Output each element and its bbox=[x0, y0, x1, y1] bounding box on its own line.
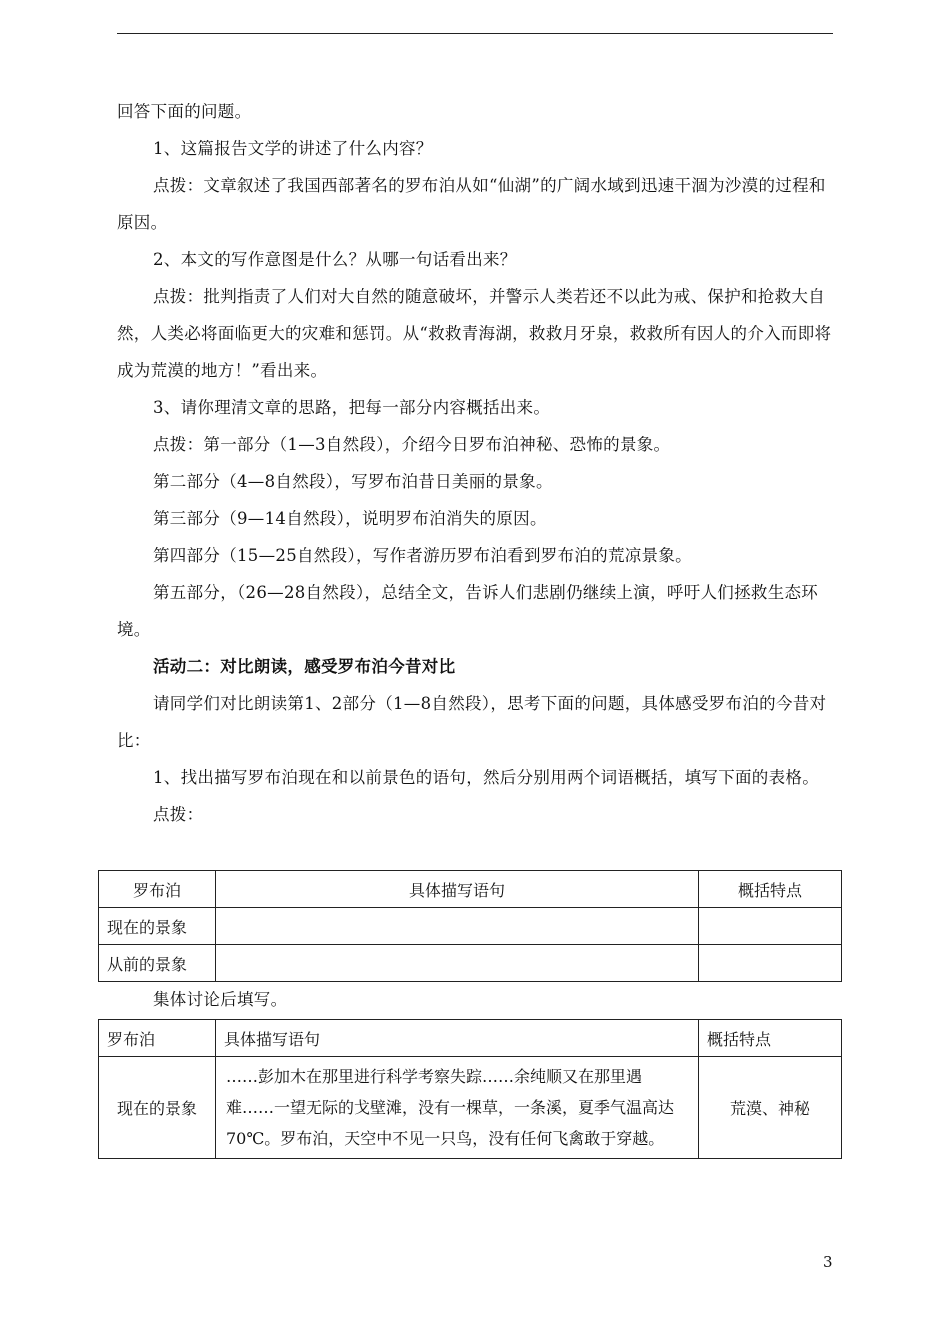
table-header-cell: 罗布泊 bbox=[99, 871, 216, 908]
header-rule bbox=[117, 33, 833, 34]
table-header-row bbox=[99, 1020, 842, 1057]
table-header-cell: 概括特点 bbox=[699, 1020, 842, 1057]
paragraph: 1、找出描写罗布泊现在和以前景色的语句，然后分别用两个词语概括，填写下面的表格。 bbox=[153, 768, 819, 787]
paragraph: 点拨： bbox=[153, 805, 204, 824]
table-header-cell: 具体描写语句 bbox=[216, 871, 699, 908]
table-row bbox=[99, 1057, 842, 1159]
after-table-note: 集体讨论后填写。 bbox=[153, 990, 288, 1009]
table-cell: 现在的景象 bbox=[99, 1057, 216, 1159]
paragraph: 第四部分（15—25自然段），写作者游历罗布泊看到罗布泊的荒凉景象。 bbox=[153, 546, 692, 565]
paragraph: 点拨：第一部分（1—3自然段），介绍今日罗布泊神秘、恐怖的景象。 bbox=[153, 435, 671, 454]
table-cell bbox=[699, 945, 842, 982]
table-header-cell: 罗布泊 bbox=[99, 1020, 216, 1057]
table-row bbox=[99, 945, 842, 982]
table-cell bbox=[216, 908, 699, 945]
section-heading: 活动二：对比朗读，感受罗布泊今昔对比 bbox=[153, 657, 456, 676]
table-cell bbox=[216, 945, 699, 982]
paragraph: 第五部分，（26—28自然段），总结全文，告诉人们悲剧仍继续上演，呼吁人们拯救生态环境。 bbox=[117, 583, 819, 639]
paragraph: 请同学们对比朗读第1、2部分（1—8自然段），思考下面的问题，具体感受罗布泊的今昔对比： bbox=[117, 694, 827, 750]
table-row bbox=[99, 908, 842, 945]
table-header-cell: 概括特点 bbox=[699, 871, 842, 908]
paragraph: 回答下面的问题。 bbox=[117, 102, 252, 121]
scene-table-filled bbox=[98, 1019, 842, 1159]
paragraph: 3、请你理清文章的思路，把每一部分内容概括出来。 bbox=[153, 398, 551, 417]
table-header-row bbox=[99, 871, 842, 908]
table-cell: 现在的景象 bbox=[99, 908, 216, 945]
paragraph: 第三部分（9—14自然段），说明罗布泊消失的原因。 bbox=[153, 509, 547, 528]
table-cell: ……彭加木在那里进行科学考察失踪……余纯顺又在那里遇难……一望无际的戈壁滩，没有一棵草，一条溪，夏季气温高达70℃。罗布泊，天空中不见一只鸟，没有任何飞禽敢于穿越。 bbox=[216, 1057, 699, 1159]
paragraph: 1、这篇报告文学的讲述了什么内容？ bbox=[153, 139, 433, 158]
scene-table-blank bbox=[98, 870, 842, 982]
paragraph: 点拨：文章叙述了我国西部著名的罗布泊从如“仙湖”的广阔水域到迅速干涸为沙漠的过程和原因。 bbox=[117, 176, 826, 232]
paragraph: 点拨：批判指责了人们对大自然的随意破坏，并警示人类若还不以此为戒、保护和抢救大自然，人类必将面临更大的灾难和惩罚。从“救救青海湖，救救月牙泉，救救所有因人的介入而即将成为荒漠的地方！”看出来。 bbox=[117, 287, 832, 380]
body-text bbox=[117, 93, 833, 833]
page-number: 3 bbox=[823, 1253, 833, 1271]
table-cell: 荒漠、神秘 bbox=[699, 1057, 842, 1159]
paragraph: 第二部分（4—8自然段），写罗布泊昔日美丽的景象。 bbox=[153, 472, 553, 491]
table-cell bbox=[699, 908, 842, 945]
paragraph: 2、本文的写作意图是什么？从哪一句话看出来？ bbox=[153, 250, 517, 269]
table-cell: 从前的景象 bbox=[99, 945, 216, 982]
table-header-cell: 具体描写语句 bbox=[216, 1020, 699, 1057]
